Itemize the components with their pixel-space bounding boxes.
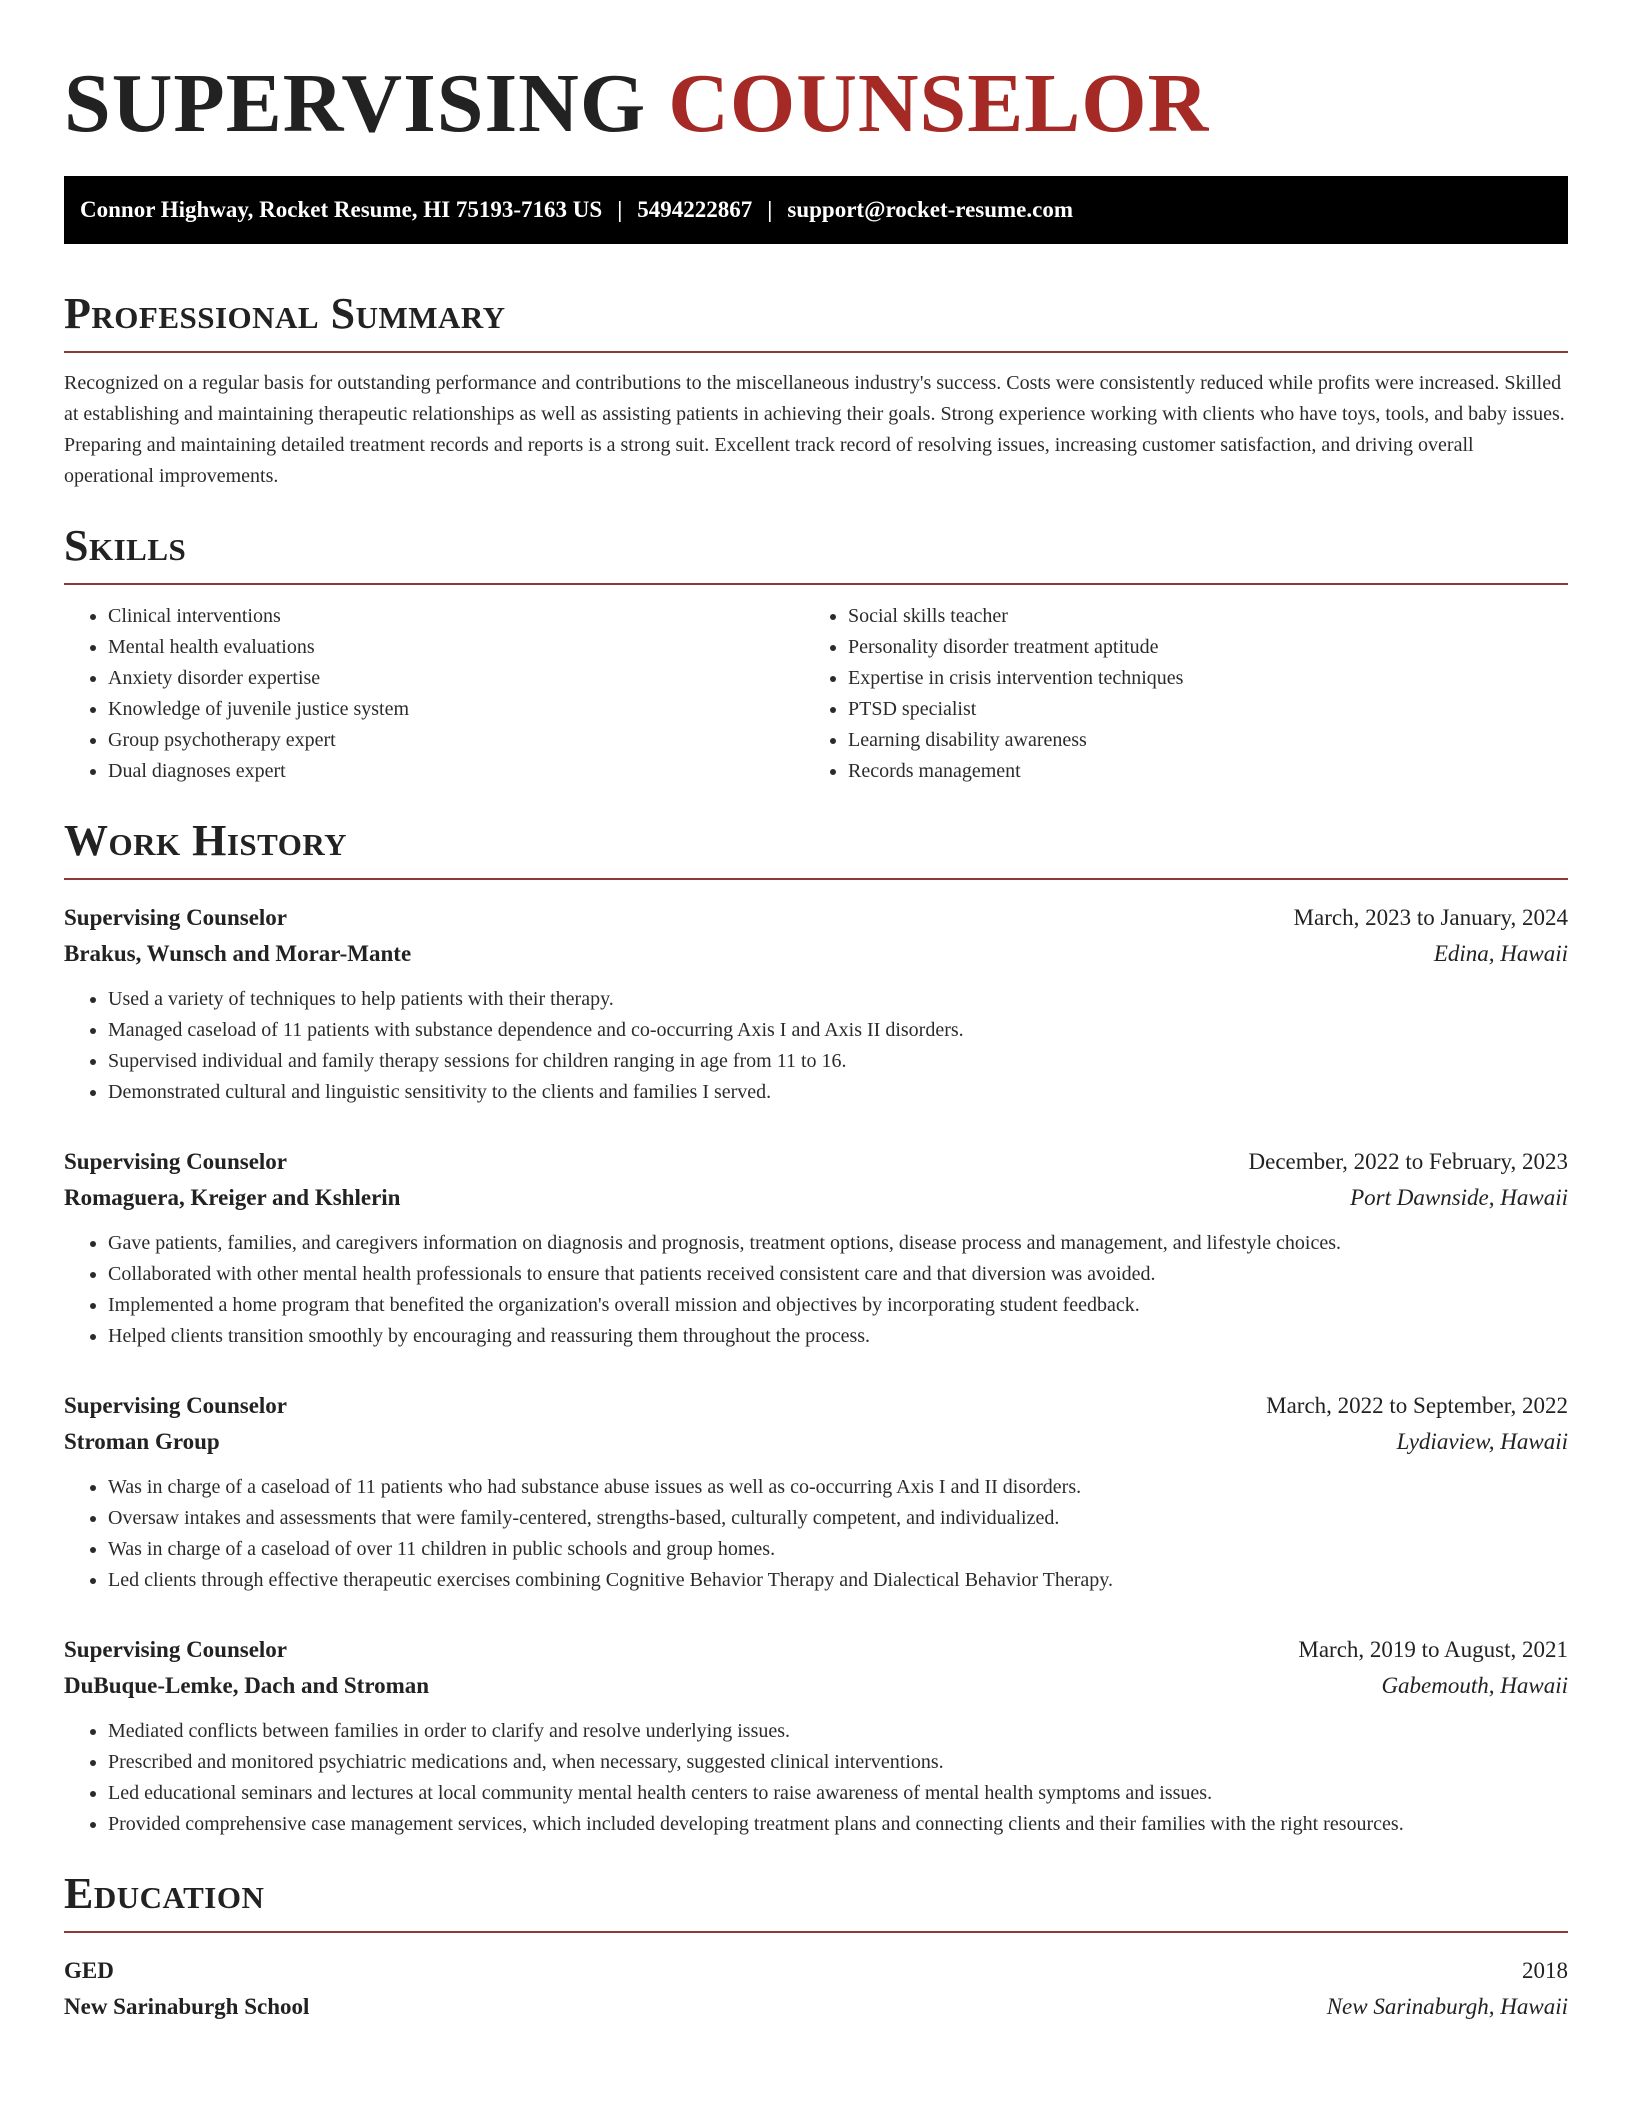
job-duty: • Collaborated with other mental health professionals to ensure that patients received consistent care and that diversion was avoided. [108,1259,1568,1290]
skills-columns [64,601,1568,787]
job-duty: • Gave patients, families, and caregivers information on diagnosis and prognosis, treatment options, disease process and management, and lifestyle choices. [108,1228,1568,1259]
education-header-row [64,1953,1568,1989]
section-divider [64,583,1568,585]
contact-address: Connor Highway, Rocket Resume, HI 75193-7163 US [80,197,603,222]
skill-item: • Social skills teacher [848,601,1544,632]
skill-item: • Personality disorder treatment aptitude [848,632,1544,663]
job-duty: • Implemented a home program that benefited the organization's overall mission and objectives by incorporating student feedback. [108,1290,1568,1321]
skill-item: • Group psychotherapy expert [108,725,804,756]
job-header-row [64,1388,1568,1424]
title-second-word: COUNSELOR [668,57,1210,150]
education-heading: Education [64,1869,265,1918]
job-duty: • Led clients through effective therapeutic exercises combining Cognitive Behavior Therapy and Dialectical Behavior Therapy. [108,1565,1568,1596]
skills-left-column [64,601,804,787]
job-entry [64,900,1568,1108]
job-entry [64,1388,1568,1596]
job-location: Gabemouth, Hawaii [1381,1673,1568,1698]
job-title: Supervising Counselor [64,1637,288,1662]
skills-right-column [804,601,1544,787]
skill-item: • Mental health evaluations [108,632,804,663]
skill-item: • PTSD specialist [848,694,1544,725]
skill-item: • Anxiety disorder expertise [108,663,804,694]
summary-text: Recognized on a regular basis for outstanding performance and contributions to the miscellaneous industry's success. Costs were consistently reduced while profits were increased. Skilled at establishing and maintaining therapeutic relationships as well as assisting patients in achieving their goals. Strong experience working with clients who have toys, tools, and baby issues. Preparing and maintaining detailed treatment records and reports is a strong suit. Excellent track record of resolving issues, increasing customer satisfaction, and driving overall operational improvements. [64,372,1565,487]
title-first-word: SUPERVISING [64,57,647,150]
job-dates: March, 2019 to August, 2021 [1298,1637,1568,1662]
education-school: New Sarinaburgh School [64,1994,310,2019]
job-entry [64,1144,1568,1352]
job-duty: • Led educational seminars and lectures at local community mental health centers to raise awareness of mental health symptoms and issues. [108,1778,1568,1809]
job-duty: • Demonstrated cultural and linguistic sensitivity to the clients and families I served. [108,1077,1568,1108]
job-duty: • Prescribed and monitored psychiatric medications and, when necessary, suggested clinical interventions. [108,1747,1568,1778]
resume-title [64,54,1568,154]
job-dates: December, 2022 to February, 2023 [1248,1149,1568,1174]
job-title: Supervising Counselor [64,905,288,930]
job-location: Port Dawnside, Hawaii [1350,1185,1568,1210]
job-duty: • Helped clients transition smoothly by encouraging and reassuring them throughout the process. [108,1321,1568,1352]
job-duty: • Was in charge of a caseload of over 11 children in public schools and group homes. [108,1534,1568,1565]
job-company-row [64,1180,1568,1216]
job-duties [64,1228,1568,1352]
job-title: Supervising Counselor [64,1149,288,1174]
job-duties [64,1472,1568,1596]
job-company: DuBuque-Lemke, Dach and Stroman [64,1673,430,1698]
contact-separator: | [617,197,623,222]
contact-bar [64,176,1568,244]
job-company: Stroman Group [64,1429,220,1454]
job-company-row [64,936,1568,972]
job-duty: • Supervised individual and family therapy sessions for children ranging in age from 11 to 16. [108,1046,1568,1077]
section-divider [64,1931,1568,1933]
skill-item: • Expertise in crisis intervention techniques [848,663,1544,694]
job-duty: • Oversaw intakes and assessments that were family-centered, strengths-based, culturally competent, and individualized. [108,1503,1568,1534]
work-history-heading: Work History [64,816,348,865]
job-company: Romaguera, Kreiger and Kshlerin [64,1185,401,1210]
job-company: Brakus, Wunsch and Morar-Mante [64,941,412,966]
job-dates: March, 2022 to September, 2022 [1266,1393,1568,1418]
job-duty: • Mediated conflicts between families in order to clarify and resolve underlying issues. [108,1716,1568,1747]
job-duty: • Was in charge of a caseload of 11 patients who had substance abuse issues as well as co-occurring Axis I and II disorders. [108,1472,1568,1503]
job-company-row [64,1668,1568,1704]
job-title: Supervising Counselor [64,1393,288,1418]
contact-email: support@rocket-resume.com [787,197,1074,222]
summary-section [64,288,1568,492]
section-divider [64,351,1568,353]
skill-item: • Clinical interventions [108,601,804,632]
education-school-row [64,1989,1568,2025]
skill-item: • Knowledge of juvenile justice system [108,694,804,725]
job-header-row [64,1632,1568,1668]
job-duties [64,984,1568,1108]
education-year: 2018 [1522,1958,1568,1983]
section-divider [64,878,1568,880]
job-location: Lydiaview, Hawaii [1396,1429,1568,1454]
education-location: New Sarinaburgh, Hawaii [1326,1994,1568,2019]
education-section [64,1868,1568,2025]
job-entry [64,1632,1568,1840]
job-header-row [64,900,1568,936]
skills-heading: Skills [64,521,187,570]
job-location: Edina, Hawaii [1433,941,1568,966]
work-history-section [64,815,1568,1840]
job-duty: • Managed caseload of 11 patients with substance dependence and co-occurring Axis I and Axis II disorders. [108,1015,1568,1046]
job-duties [64,1716,1568,1840]
job-company-row [64,1424,1568,1460]
education-entry [64,1953,1568,2025]
job-duty: • Provided comprehensive case management services, which included developing treatment plans and connecting clients and their families with the right resources. [108,1809,1568,1840]
skill-item: • Dual diagnoses expert [108,756,804,787]
skill-item: • Records management [848,756,1544,787]
skills-section [64,520,1568,787]
skills-list-right [804,601,1544,787]
job-header-row [64,1144,1568,1180]
education-degree: GED [64,1958,114,1983]
contact-phone: 5494222867 [637,197,753,222]
skills-list-left [64,601,804,787]
contact-separator: | [767,197,773,222]
skill-item: • Learning disability awareness [848,725,1544,756]
job-duty: • Used a variety of techniques to help patients with their therapy. [108,984,1568,1015]
summary-heading: Professional Summary [64,289,506,338]
job-dates: March, 2023 to January, 2024 [1293,905,1568,930]
